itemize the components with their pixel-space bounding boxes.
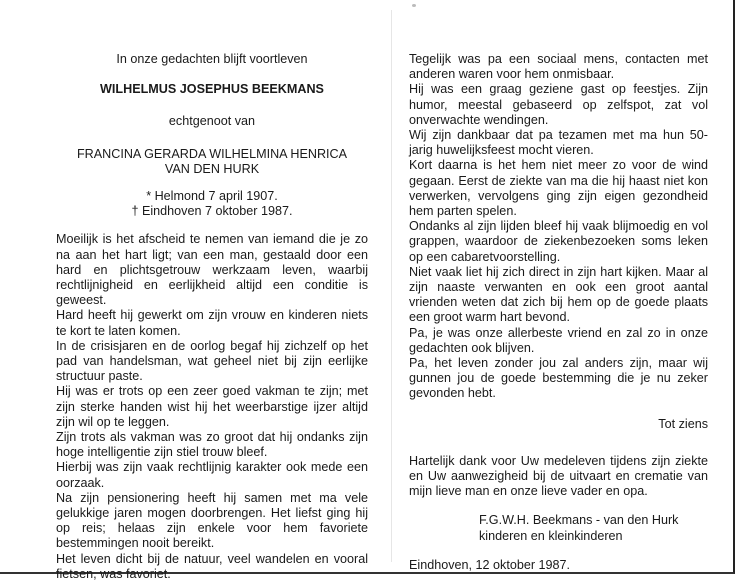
paragraph: Wij zijn dankbaar dat pa tezamen met ma hun 50-jarig huwelijksfeest mocht vieren. bbox=[409, 128, 708, 158]
death-line: † Eindhoven 7 oktober 1987. bbox=[131, 204, 293, 219]
paragraph: Hij was er trots op een zeer goed vakman te zijn; met zijn sterke handen wist hij het weerbarstige ijzer altijd zijn wil op te leggen. bbox=[56, 384, 368, 429]
left-body bbox=[56, 232, 368, 582]
fold-line bbox=[391, 10, 392, 562]
paragraph: Na zijn pensionering heeft hij samen met ma vele gelukkige jaren mogen doorbrengen. Het liefst ging hij op reis; helaas zijn enkele voor hem favoriete bestemmingen nooit bereikt. bbox=[56, 490, 368, 551]
paragraph: Hard heeft hij gewerkt om zijn vrouw en kinderen niets te kort te laten komen. bbox=[56, 308, 368, 338]
spouse-name-line1: FRANCINA GERARDA WILHELMINA HENRICA bbox=[76, 146, 348, 161]
paragraph: Moeilijk is het afscheid te nemen van iemand die je zo na aan het hart ligt; van een man, gestaald door een hard en plichtsgetrouw werkzaam leven, waarbij rechtlijnigheid en eerlijkheid altijd een conditie is geweest. bbox=[56, 232, 368, 308]
signature-line2: kinderen en kleinkinderen bbox=[479, 528, 623, 543]
spouse-intro: echtgenoot van bbox=[168, 114, 256, 129]
left-column bbox=[56, 52, 368, 582]
place-date: Eindhoven, 12 oktober 1987. bbox=[409, 557, 571, 572]
spouse-name-line2: VAN DEN HURK bbox=[164, 161, 260, 176]
paragraph: Pa, je was onze allerbeste vriend en zal zo in onze gedachten ook blijven. bbox=[409, 325, 708, 355]
paragraph: Ondanks al zijn lijden bleef hij vaak blijmoedig en vol grappen, waardoor de ziekenbezoeken soms leken op een cabaretvoorstelling. bbox=[409, 219, 708, 264]
intro-line: In onze gedachten blijft voortleven bbox=[116, 52, 308, 66]
paragraph: Hierbij was zijn vaak rechtlijnig karakter ook mede een oorzaak. bbox=[56, 460, 368, 490]
paragraph: Zijn trots als vakman was zo groot dat hij ondanks zijn hoge intelligentie zijn stiel trouw bleef. bbox=[56, 430, 368, 460]
deceased-name: WILHELMUS JOSEPHUS BEEKMANS bbox=[100, 82, 324, 97]
right-column bbox=[409, 52, 708, 573]
paragraph: In de crisisjaren en de oorlog begaf hij zichzelf op het pad van handelsman, wat geheel niet bij zijn eerlijke structuur paste. bbox=[56, 338, 368, 384]
paragraph: Tegelijk was pa een sociaal mens, contacten met anderen waren voor hem onmisbaar. bbox=[409, 52, 708, 82]
birth-line: * Helmond 7 april 1907. bbox=[146, 189, 278, 204]
paragraph: Niet vaak liet hij zich direct in zijn hart kijken. Maar al zijn naaste verwanten en ook een groot aantal vrienden weten dat zich bij hem op de goede plaats een groot warm hart bevond. bbox=[409, 264, 708, 325]
paragraph: Hij was een graag geziene gast op feestjes. Zijn humor, meestal gebaseerd op zelfspot, zat vol onverwachte wendingen. bbox=[409, 82, 708, 127]
farewell-line: Tot ziens bbox=[658, 416, 708, 431]
paragraph: Kort daarna is het hem niet meer zo voor de wind gegaan. Eerst de ziekte van ma die hij haast niet kon verwerken, vervolgens ging zijn eigen gezondheid hem parten spelen. bbox=[409, 158, 708, 219]
thanks-note: Hartelijk dank voor Uw medeleven tijdens zijn ziekte en Uw aanwezigheid bij de uitvaart en crematie van mijn lieve man en onze lieve vader en opa. bbox=[409, 453, 708, 499]
paragraph: Pa, het leven zonder jou zal anders zijn, maar wij gunnen jou de goede bestemming die je nu zeker gevonden hebt. bbox=[409, 356, 708, 401]
signature-block bbox=[409, 513, 708, 543]
print-speck bbox=[412, 4, 416, 7]
paragraph: Het leven dicht bij de natuur, veel wandelen en vooral fietsen, was favoriet. bbox=[56, 551, 368, 581]
signature-line1: F.G.W.H. Beekmans - van den Hurk bbox=[479, 513, 679, 528]
